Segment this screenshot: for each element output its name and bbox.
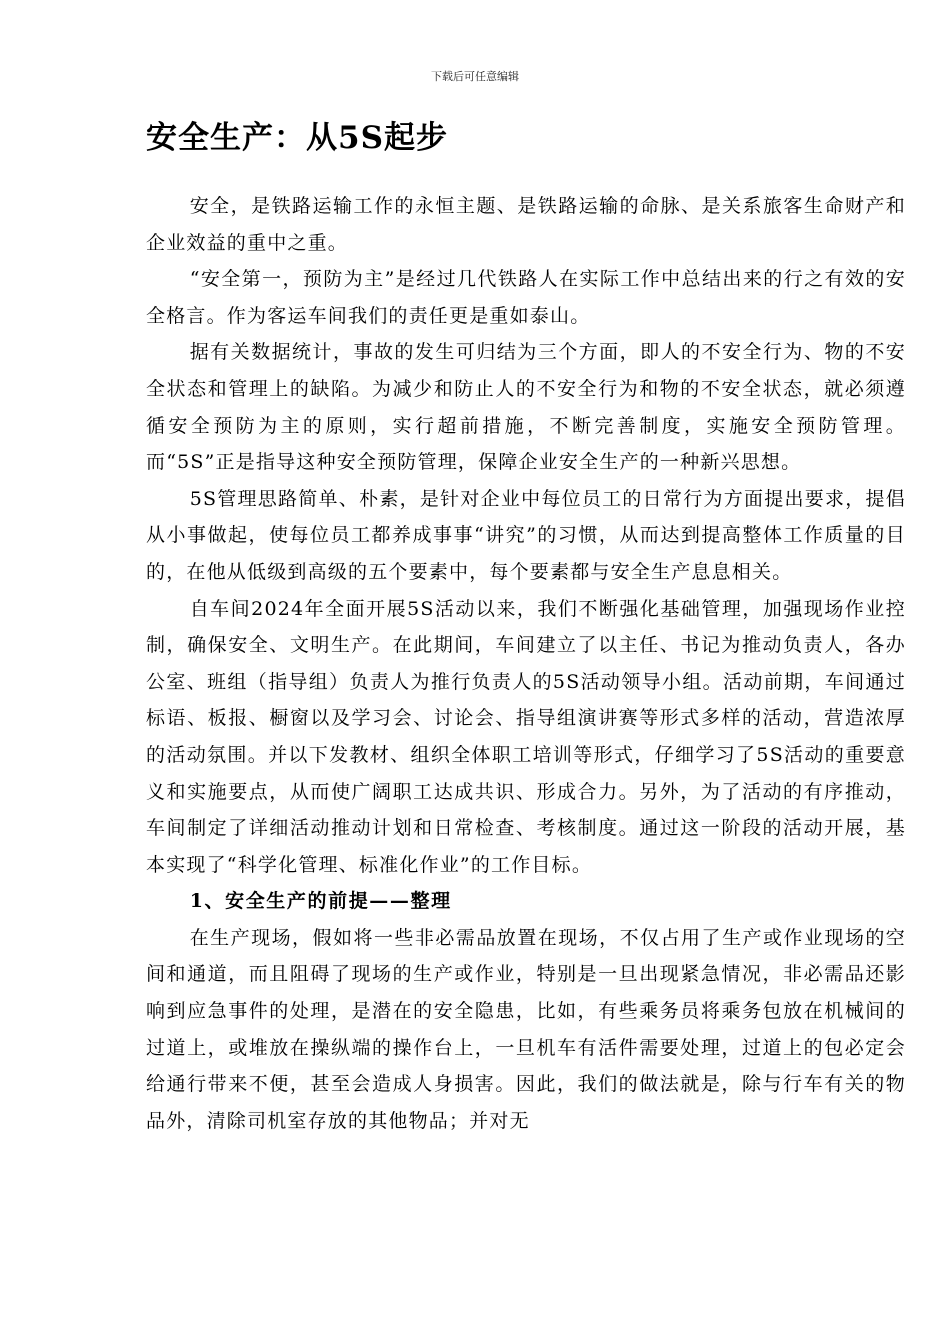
header-note: 下载后可任意编辑: [431, 70, 519, 83]
paragraph-intro: 安全，是铁路运输工作的永恒主题、是铁路运输的命脉、是关系旅客生命财产和企业效益的重中之重。: [146, 195, 906, 254]
paragraph-motto: “安全第一，预防为主”是经过几代铁路人在实际工作中总结出来的行之有效的安全格言。作为客运车间我们的责任更是重如泰山。: [146, 268, 906, 327]
document-title: 安全生产：从5S起步: [146, 120, 448, 156]
paragraph-workshop-activity: 自车间2024年全面开展5S活动以来，我们不断强化基础管理，加强现场作业控制，确保安全、文明生产。在此期间，车间建立了以主任、书记为推动负责人，各办公室、班组（指导组）负责人为推行负责人的5S活动领导小组。活动前期，车间通过标语、板报、橱窗以及学习会、讨论会、指导组演讲赛等形式多样的活动，营造浓厚的活动氛围。并以下发教材、组织全体职工培训等形式，仔细学习了5S活动的重要意义和实施要点，从而使广阔职工达成共识、形成合力。另外，为了活动的有序推动，车间制定了详细活动推动计划和日常检查、考核制度。通过这一阶段的活动开展，基本实现了“科学化管理、标准化作业”的工作目标。: [146, 597, 906, 876]
paragraph-statistics: 据有关数据统计，事故的发生可归结为三个方面，即人的不安全行为、物的不安全状态和管理上的缺陷。为减少和防止人的不安全行为和物的不安全状态，就必须遵循安全预防为主的原则，实行超前措施，不断完善制度，实施安全预防管理。而“5S”正是指导这种安全预防管理，保障企业安全生产的一种新兴思想。: [146, 341, 906, 474]
paragraph-sorting: 在生产现场，假如将一些非必需品放置在现场，不仅占用了生产或作业现场的空间和通道，而且阻碍了现场的生产或作业，特别是一旦出现紧急情况，非必需品还影响到应急事件的处理，是潜在的安全隐患，比如，有些乘务员将乘务包放在机械间的过道上，或堆放在操纵端的操作台上，一旦机车有活件需要处理，过道上的包必定会给通行带来不便，甚至会造成人身损害。因此，我们的做法就是，除与行车有关的物品外，清除司机室存放的其他物品；并对无: [146, 926, 906, 1132]
document-body: [146, 188, 906, 1139]
section-heading-sorting: 1、安全生产的前提——整理: [189, 890, 452, 913]
paragraph-5s-concept: 5S管理思路简单、朴素，是针对企业中每位员工的日常行为方面提出要求，提倡从小事做起，使每位员工都养成事事“讲究”的习惯，从而达到提高整体工作质量的目的，在他从低级到高级的五个要素中，每个要素都与安全生产息息相关。: [146, 487, 906, 583]
